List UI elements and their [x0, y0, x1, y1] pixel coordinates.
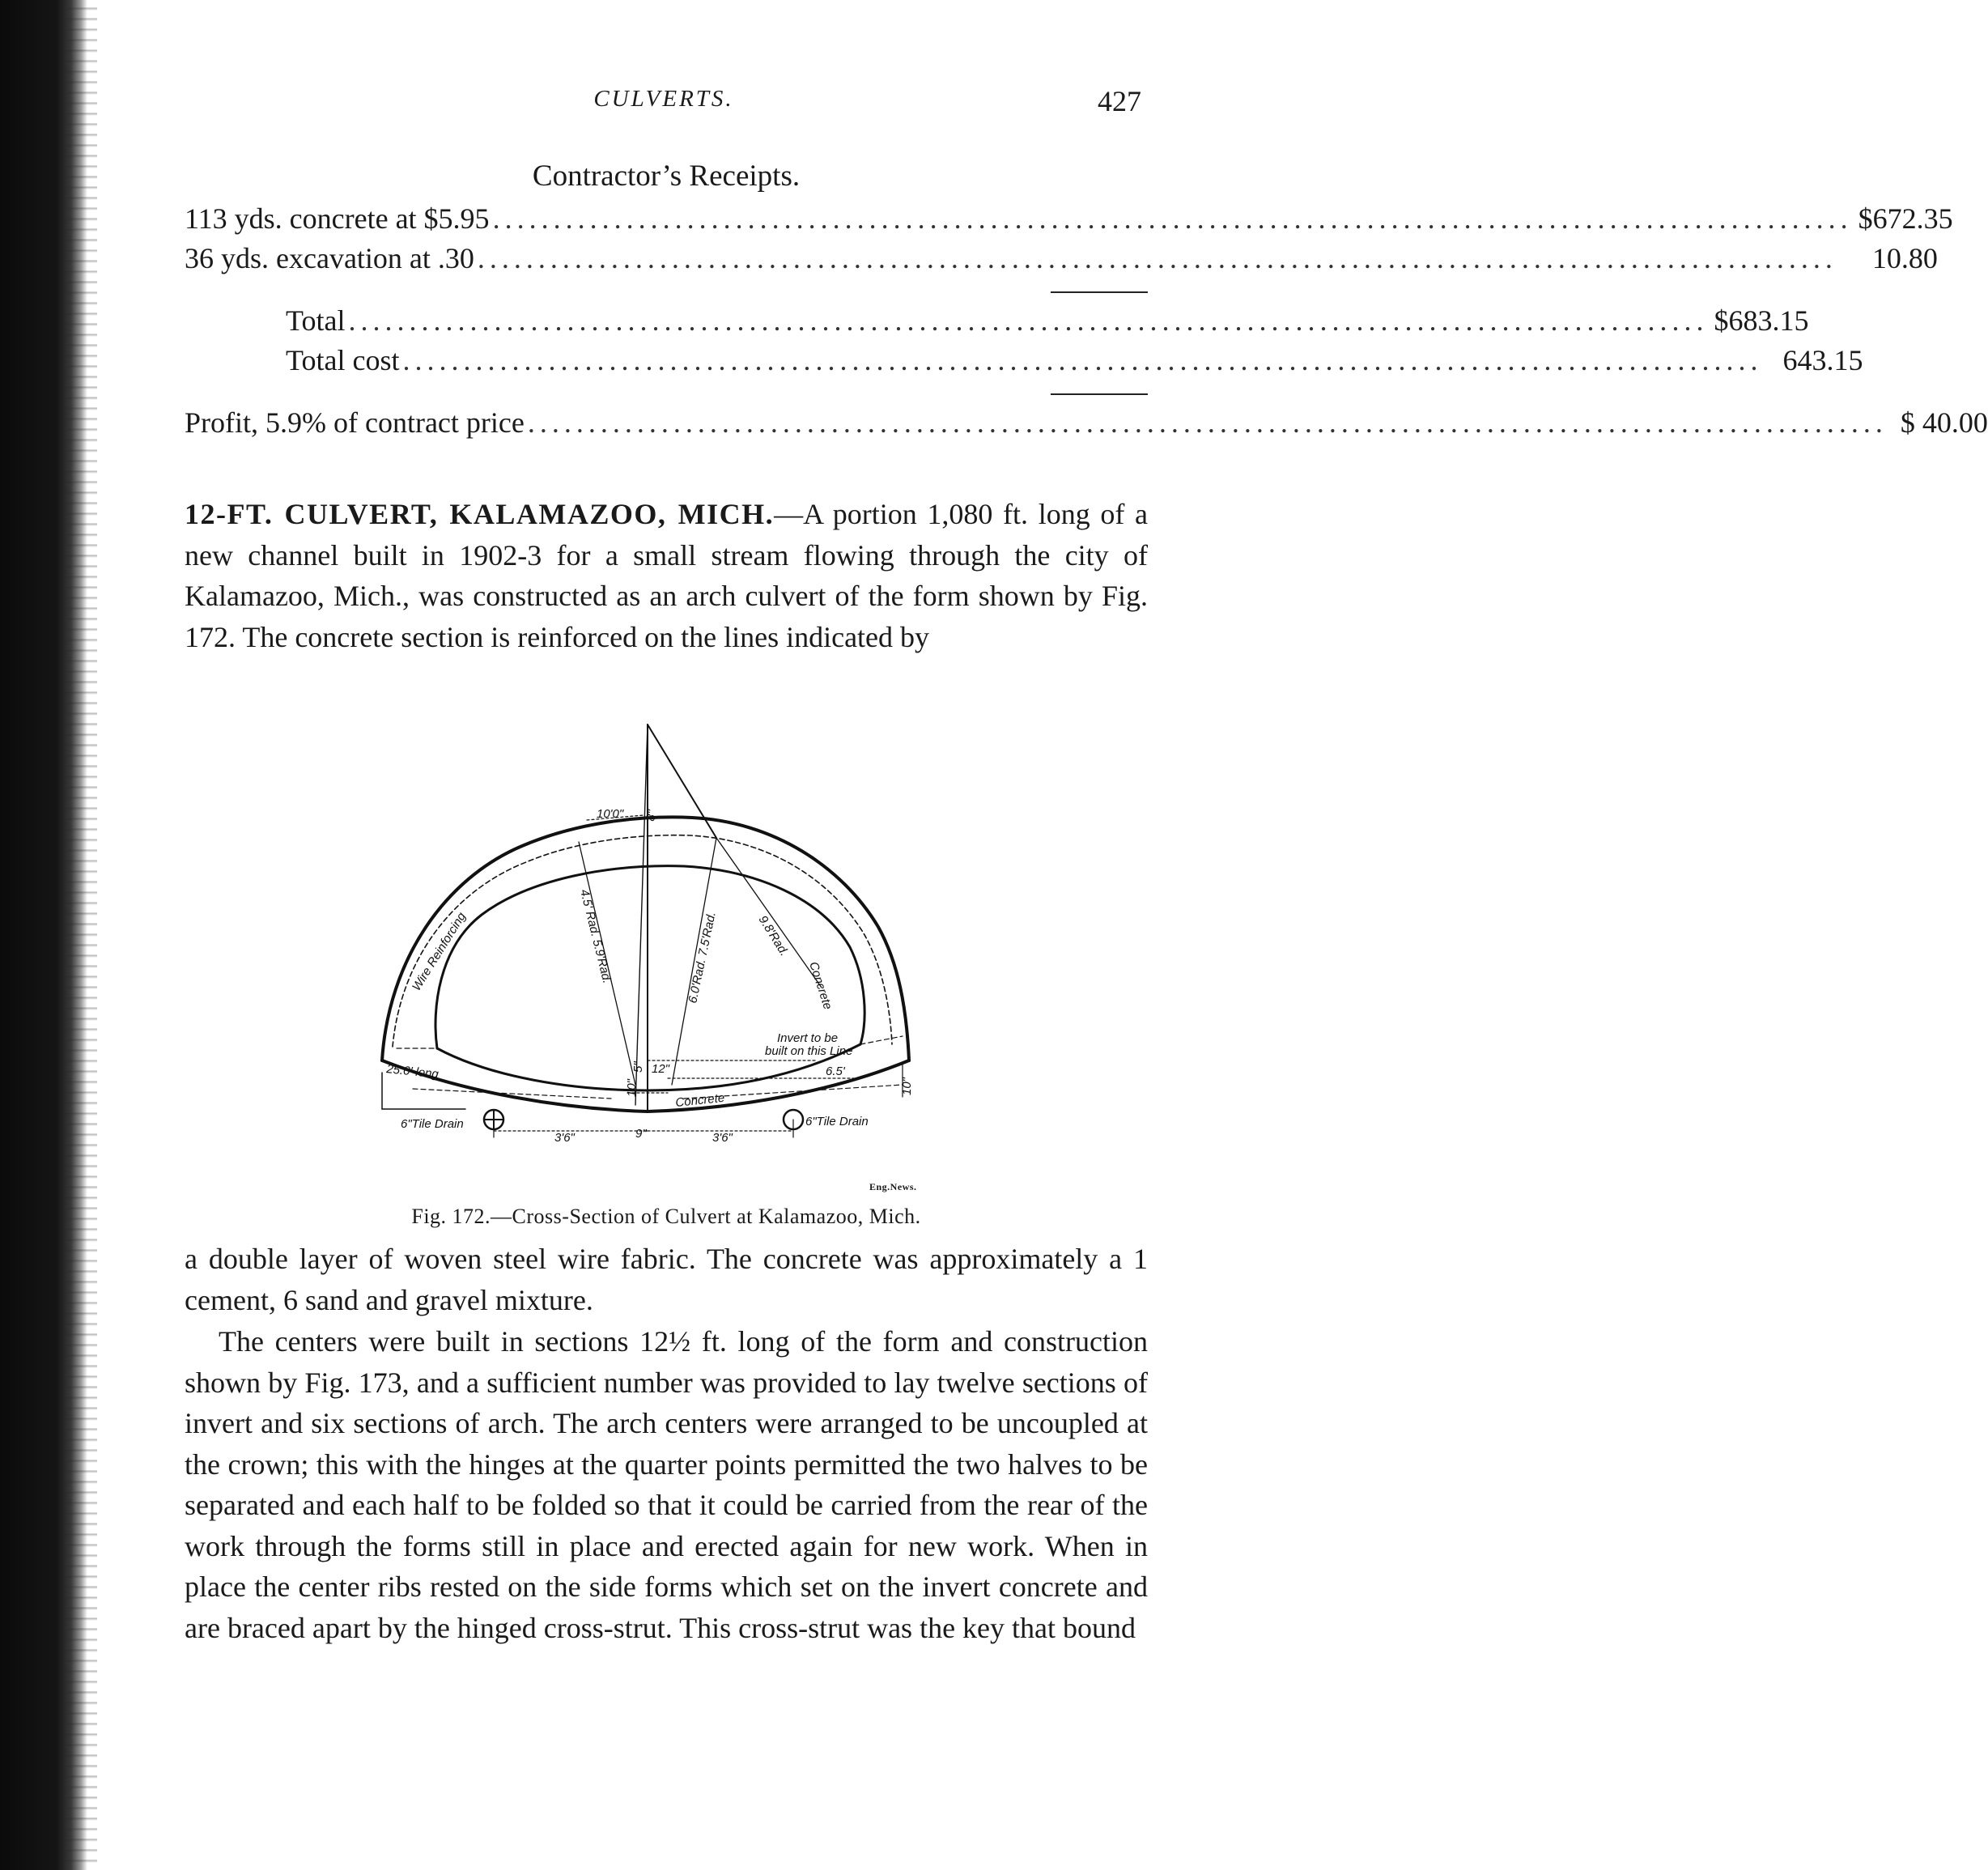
receipts-title: Contractor’s Receipts.: [532, 159, 801, 193]
total-cost-amount: 643.15: [1782, 344, 1863, 376]
figure-caption: Fig. 172.—Cross-Section of Culvert at Kalamazoo, Mich.: [411, 1205, 921, 1228]
fig-label-tile-right: 6"Tile Drain: [805, 1115, 869, 1128]
page-binding-shadow: [0, 0, 87, 1870]
figure-source-mark: Eng.News.: [869, 1181, 917, 1192]
running-head: [186, 86, 1141, 118]
culvert-cross-section-figure: [368, 716, 983, 1204]
profit-row: [185, 406, 1988, 445]
leader-dots: ................................................................................................................: [492, 202, 1853, 235]
receipt-label: 36 yds. excavation at .30: [185, 242, 474, 274]
running-title: CULVERTS.: [593, 86, 734, 112]
fig-label-rad-98: 9.8'Rad.: [755, 913, 792, 959]
receipt-amount: $672.35: [1858, 202, 1953, 235]
fig-label-ten: 10": [625, 1078, 639, 1097]
body-paragraph: The centers were built in sections 12½ ft. long of the form and construction shown by Fig. 173, and a sufficient number was provided to lay twelve sections of invert and six sections of arch. The arch centers were arranged to be uncoupled at the crown; this with the hinges at the quarter points permitted the two halves to be separated and each half to be folded so that it could be carried from the rear of the work through the forms still in place and erected again for new work. When in place the center ribs rested on the side forms which set on the invert concrete and are braced apart by the hinged cross-strut. This cross-strut was the key that bound: [185, 1325, 1148, 1644]
fig-label-long: 25.0' long: [385, 1062, 440, 1082]
total-cost-label: Total cost: [286, 344, 400, 376]
fig-label-crown-thickness: 8": [644, 809, 660, 822]
receipt-row: [185, 202, 1953, 241]
section-heading: 12-FT. CULVERT, KALAMAZOO, MICH.: [185, 498, 775, 530]
total-amount: $683.15: [1714, 304, 1809, 337]
page-number: 427: [1098, 85, 1141, 117]
leader-dots: ................................................................................................................: [477, 242, 1837, 274]
receipt-label: 113 yds. concrete at $5.95: [185, 202, 490, 235]
leader-dots: ................................................................................................................: [402, 344, 1763, 376]
total-cost-row: [185, 343, 1863, 383]
fig-label-wire: Wire Reinforcing: [409, 910, 469, 994]
fig-label-concrete-bottom: Concrete: [674, 1090, 725, 1110]
receipt-row: [185, 241, 1938, 281]
fig-label-concrete-right: Concrete: [806, 959, 835, 1012]
fig-label-invert-1: Invert to be: [777, 1031, 839, 1045]
sum-rule: [1051, 393, 1148, 395]
receipts-table: [185, 159, 1988, 445]
fig-label-dim-right: 3'6": [712, 1131, 733, 1145]
leader-dots: ................................................................................................................: [527, 406, 1888, 439]
profit-label: Profit, 5.9% of contract price: [185, 406, 525, 439]
fig-label-tile-left: 6"Tile Drain: [401, 1117, 464, 1131]
receipt-amount: 10.80: [1871, 242, 1938, 274]
fig-label-ten-right: 10": [900, 1077, 914, 1095]
sum-rule: [1051, 291, 1148, 293]
fig-label-rad-60: 6.0'Rad. 7.5'Rad.: [686, 910, 719, 1005]
body-paragraph: a double layer of woven steel wire fabric. The concrete was approximately a 1 cement, 6 sand and gravel mixture.: [185, 1243, 1148, 1316]
fig-label-dim-left: 3'6": [554, 1131, 575, 1145]
total-row: [185, 304, 1809, 343]
culvert-drawing: [368, 716, 983, 1204]
fig-label-rad-45: 4.5' Rad. 5.9'Rad.: [577, 887, 614, 985]
fig-label-crown-width: 10'0": [597, 807, 624, 821]
fig-label-six-five: 6.5': [826, 1065, 845, 1078]
leader-dots: ................................................................................................................: [348, 304, 1709, 337]
fig-label-five: 5": [631, 1061, 645, 1073]
profit-amount: $ 40.00: [1900, 406, 1988, 439]
fig-label-invert-2: built on this Line: [765, 1044, 853, 1058]
fig-label-twelve: 12": [652, 1062, 670, 1076]
total-label: Total: [286, 304, 346, 337]
section-intro: —A portion 1,080 ft. long of a new channel built in 1902-3 for a small stream flowing through the city of Kalamazoo, Mich., was constructed as an arch culvert of the form shown by Fig. 172. The concrete section is reinforced on the lines indicated by: [185, 498, 1148, 653]
fig-label-dim-mid: 9": [635, 1127, 647, 1141]
section-paragraph: [185, 494, 1148, 657]
